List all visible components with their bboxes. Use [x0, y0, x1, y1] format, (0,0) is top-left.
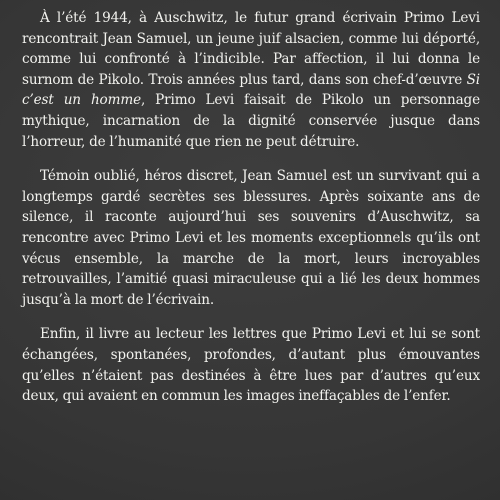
paragraph-1-after: , Primo Levi faisait de Pikolo un personnage mythique, incarnation de la dignité conservée jusque dans l’horreur, de l’humanité que rien ne peut détruire.: [22, 92, 480, 150]
paragraph-3: Enfin, il livre au lecteur les lettres que Primo Levi et lui se sont échangées, spontanées, profondes, d’autant plus émouvantes qu’elles n’étaient pas destinées à être lues par d’autres qu’eux deux, qui avaient en commun les images ineffaçables de l’enfer.: [22, 326, 480, 405]
book-title: Si c’est un homme: [22, 71, 480, 109]
paragraph-1: [22, 8, 480, 152]
paragraph-1-before: À l’été 1944, à Auschwitz, le futur grand écrivain Primo Levi rencontrait Jean Samuel, un jeune juif alsacien, comme lui déporté, comme lui confronté à l’indicible. Par affection, il lui donna le surnom de Pikolo. Trois années plus tard, dans son chef-d’œuvre: [22, 10, 480, 88]
paragraph-2: Témoin oublié, héros discret, Jean Samuel est un survivant qui a longtemps gardé secrètes ses blessures. Après soixante ans de silence, il raconte aujourd’hui ses souvenirs d’Auschwitz, sa rencontre avec Primo Levi et les moments exceptionnels qu’ils ont vécus ensemble, la marche de la mort, leurs incroyables retrouvailles, l’amitié quasi miraculeuse qui a lié les deux hommes jusqu’à la mort de l’écrivain.: [22, 168, 480, 308]
